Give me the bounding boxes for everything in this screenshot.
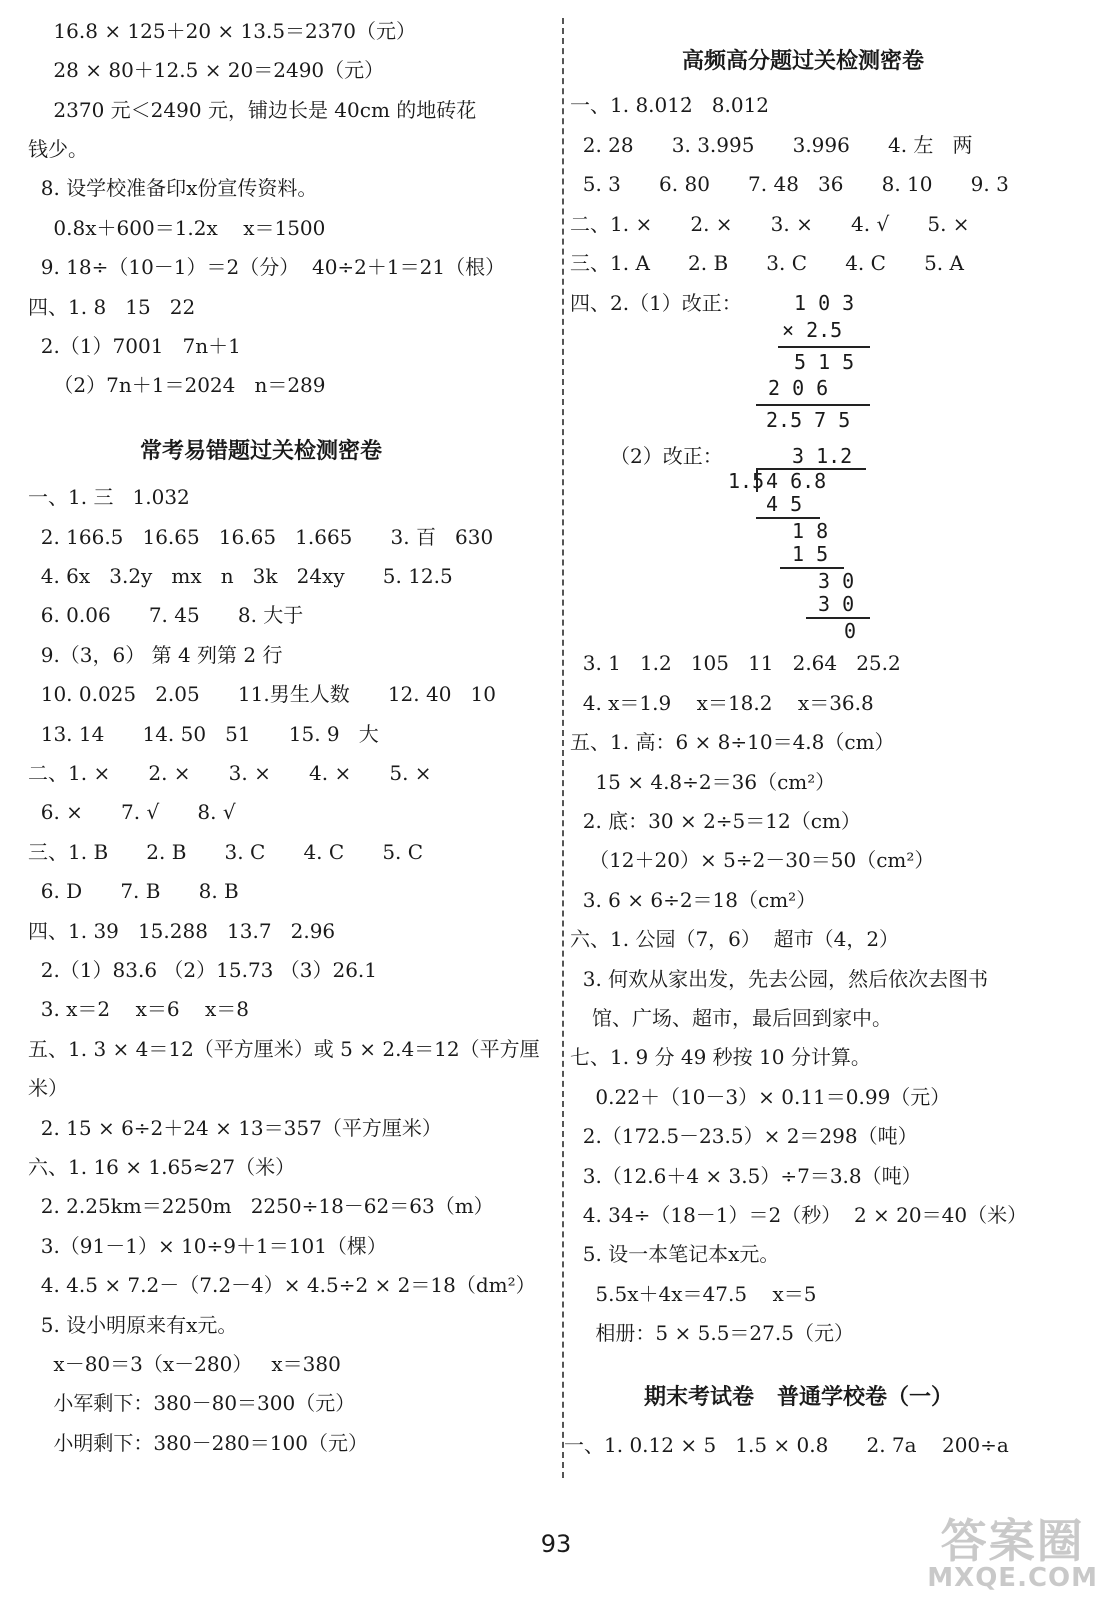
answer-line: 四、1. 39 15.288 13.7 2.96 (28, 919, 336, 943)
watermark-top: 答案圈 (940, 1514, 1085, 1568)
answer-line: 2.（172.5－23.5）× 2＝298（吨） (570, 1124, 918, 1148)
answer-line: 5. 3 6. 80 7. 48 36 8. 10 9. 3 (570, 172, 1009, 196)
div-divisor: 1.5 (728, 469, 765, 493)
mult-row: 1 0 3 (794, 291, 855, 315)
answer-line: 0.8x＋600＝1.2x x＝1500 (28, 216, 326, 240)
answer-line: x－80＝3（x－280） x＝380 (28, 1352, 341, 1376)
answer-line: 28 × 80＋12.5 × 20＝2490（元） (28, 58, 385, 82)
answer-line: 2. 166.5 16.65 16.65 1.665 3. 百 630 (28, 525, 494, 549)
answer-line: 6. 0.06 7. 45 8. 大于 (28, 603, 304, 627)
answer-line: 9. 18÷（10－1）＝2（分） 40÷2＋1＝21（根） (28, 255, 506, 279)
div-line (806, 617, 870, 619)
answer-line: 钱少。 (28, 137, 88, 161)
answer-line: 5. 设小明原来有x元。 (28, 1313, 238, 1337)
answer-line: 9.（3，6） 第 4 列第 2 行 (28, 643, 283, 667)
answer-line: 16.8 × 125＋20 × 13.5＝2370（元） (28, 19, 416, 43)
answer-line: 三、1. A 2. B 3. C 4. C 5. A (570, 251, 964, 275)
answer-line: 二、1. × 2. × 3. × 4. × 5. × (28, 761, 432, 785)
answer-line: 6. × 7. √ 8. √ (28, 800, 236, 824)
answer-line: 3. 何欢从家出发，先去公园，然后依次去图书 (570, 967, 989, 991)
answer-line: 小明剩下：380－280＝100（元） (28, 1431, 368, 1455)
answer-line: 2. 底：30 × 2÷5＝12（cm） (570, 809, 861, 833)
answer-line: 3.（12.6＋4 × 3.5）÷7＝3.8（吨） (570, 1164, 922, 1188)
answer-line: 七、1. 9 分 49 秒按 10 分计算。 (570, 1045, 871, 1069)
div-step: 0 (844, 619, 857, 643)
answer-line: 2.（1）7001 7n＋1 (28, 334, 241, 358)
answer-line: 六、1. 16 × 1.65≈27（米） (28, 1155, 296, 1179)
section-title: 期末考试卷 普通学校卷（一） (644, 1385, 953, 1410)
answer-line: 二、1. × 2. × 3. × 4. √ 5. × (570, 212, 970, 236)
answer-line: 3. x＝2 x＝6 x＝8 (28, 997, 250, 1021)
div-bracket (756, 468, 758, 492)
watermark-url: MXQE.COM (927, 1563, 1098, 1593)
answer-line: 6. D 7. B 8. B (28, 879, 239, 903)
answer-line: 三、1. B 2. B 3. C 4. C 5. C (28, 840, 424, 864)
mult-row: 2.5 7 5 (766, 408, 851, 432)
answer-line: 一、1. 0.12 × 5 1.5 × 0.8 2. 7a 200÷a (564, 1433, 1009, 1457)
div-dividend: 4 6.8 (766, 469, 827, 493)
answer-line: 3.（91－1）× 10÷9＋1＝101（棵） (28, 1234, 387, 1258)
answer-line: 相册：5 × 5.5＝27.5（元） (570, 1321, 854, 1345)
div-step: 4 5 (766, 492, 803, 516)
answer-line: 15 × 4.8÷2＝36（cm²） (570, 770, 836, 794)
div-step: 1 8 (792, 519, 829, 543)
div-step: 3 0 (818, 592, 855, 616)
answer-line: 小军剩下：380－80＝300（元） (28, 1391, 356, 1415)
answer-line: 馆、广场、超市，最后回到家中。 (592, 1006, 892, 1030)
mult-line (778, 346, 870, 348)
answer-line: 0.22＋（10－3）× 0.11＝0.99（元） (570, 1085, 951, 1109)
answer-line: 5. 设一本笔记本x元。 (570, 1242, 780, 1266)
answer-line: （2）改正： (610, 444, 723, 468)
answer-line: 8. 设学校准备印x份宣传资料。 (28, 176, 318, 200)
div-step: 3 0 (818, 569, 855, 593)
answer-line: 2.（1）83.6 （2）15.73 （3）26.1 (28, 958, 378, 982)
page-number: 93 (540, 1530, 572, 1558)
answer-line: 4. 6x 3.2y mx n 3k 24xy 5. 12.5 (28, 564, 453, 588)
answer-line: 4. 34÷（18－1）＝2（秒） 2 × 20＝40（米） (570, 1203, 1028, 1227)
section-title: 常考易错题过关检测密卷 (140, 439, 383, 464)
answer-line: 10. 0.025 2.05 11.男生人数 12. 40 10 (28, 682, 496, 706)
answer-line: （12＋20）× 5÷2－30＝50（cm²） (570, 848, 935, 872)
answer-line: 一、1. 8.012̇ 8.012 (570, 93, 770, 117)
answer-line: 5.5x＋4x＝47.5 x＝5 (570, 1282, 817, 1306)
answer-line: 2. 2.25km＝2250m 2250÷18－62＝63（m） (28, 1194, 494, 1218)
answer-line: 3. 1 1.2 105 11 2.64 25.2 (570, 651, 901, 675)
div-quotient: 3 1.2 (792, 444, 853, 468)
section-title: 高频高分题过关检测密卷 (682, 49, 925, 74)
answer-line: 2370 元＜2490 元，铺边长是 40cm 的地砖花 (28, 98, 477, 122)
answer-line: 六、1. 公园（7，6） 超市（4，2） (570, 927, 900, 951)
answer-line: 2. 15 × 6÷2＋24 × 13＝357（平方厘米） (28, 1116, 442, 1140)
mult-line (756, 404, 870, 406)
div-step: 1 5 (792, 542, 829, 566)
watermark-logo (927, 1514, 1098, 1593)
answer-line: 四、1. 8 15 22 (28, 295, 196, 319)
column-divider (562, 18, 564, 1478)
answer-line: 米） (28, 1076, 68, 1100)
answer-line: 4. 4.5 × 7.2－（7.2－4）× 4.5÷2 × 2＝18（dm²） (28, 1273, 536, 1297)
answer-line: 四、2.（1）改正： (570, 291, 742, 315)
answer-line: 13. 14 14. 50 51 15. 9 大 (28, 722, 379, 746)
answer-line: （2）7n＋1＝2024 n＝289 (28, 373, 326, 397)
answer-line: 一、1. 三 1.032 (28, 485, 190, 509)
answer-line: 3. 6 × 6÷2＝18（cm²） (570, 888, 817, 912)
answer-line: 五、1. 3 × 4＝12（平方厘米）或 5 × 2.4＝12（平方厘 (28, 1037, 540, 1061)
mult-row: × 2.5 (782, 318, 843, 342)
answer-line: 五、1. 高：6 × 8÷10＝4.8（cm） (570, 730, 895, 754)
mult-row: 5 1 5 (794, 350, 855, 374)
mult-row: 2 0 6 (768, 376, 829, 400)
answer-line: 2. 28 3. 3.99̇5̇ 3.996 4. 左 两 (570, 133, 973, 157)
answer-line: 4. x＝1.9 x＝18.2 x＝36.8 (570, 691, 874, 715)
